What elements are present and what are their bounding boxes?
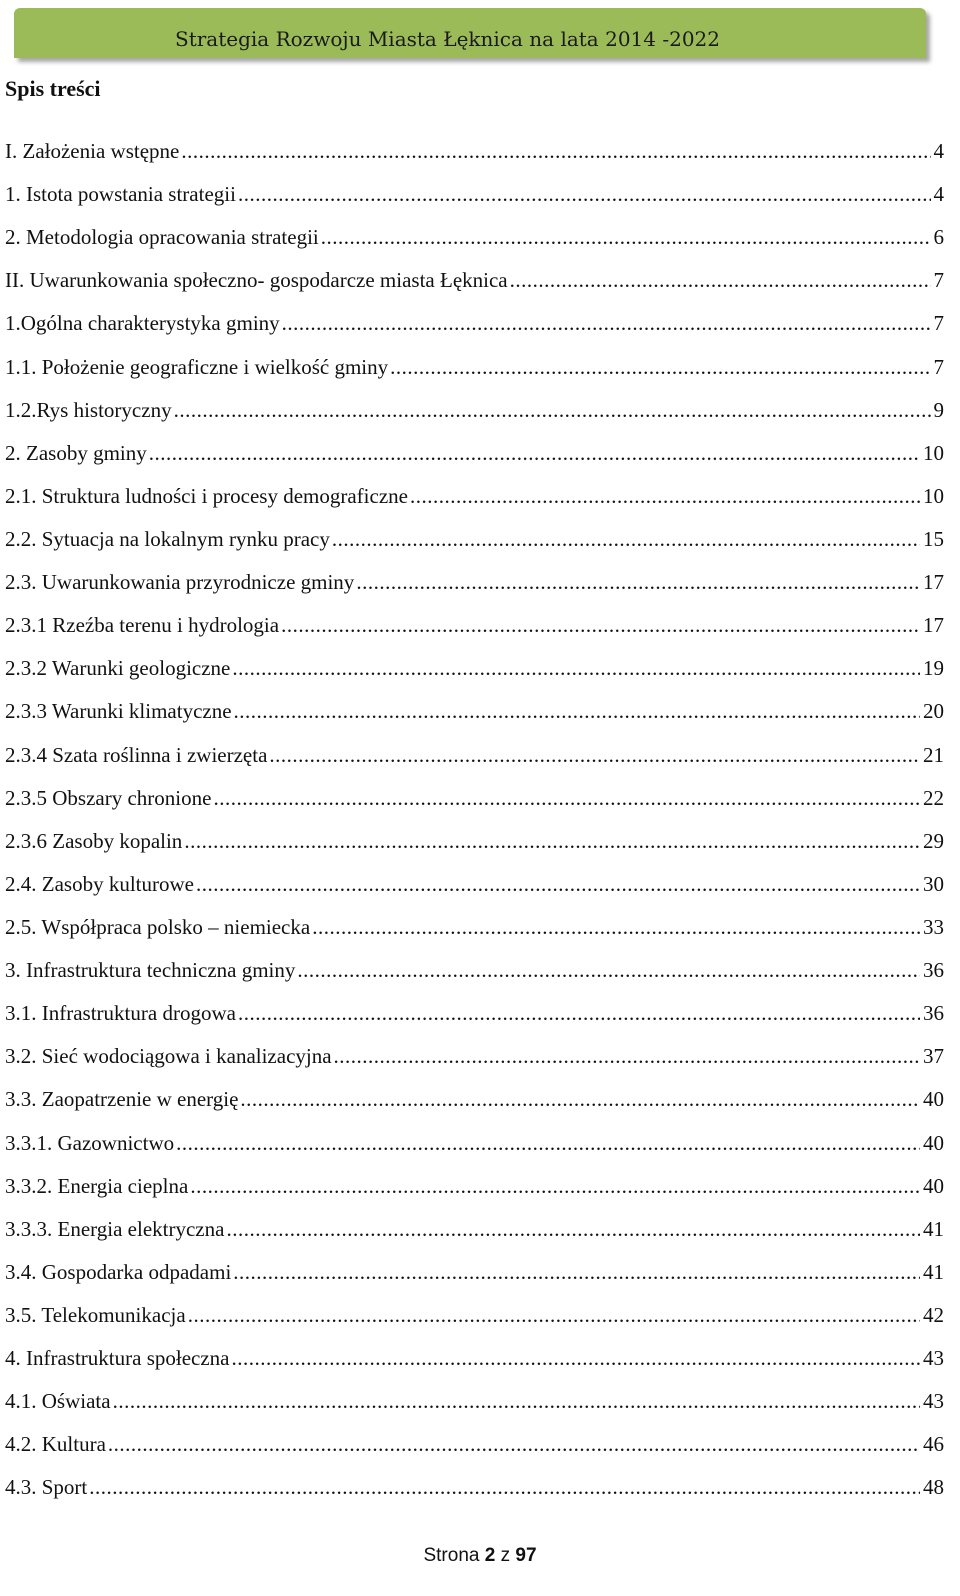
toc-entry-page: 42 — [923, 1302, 944, 1327]
toc-entry-label: 2.3.5 Obszary chronione — [5, 785, 212, 810]
toc-entry-label: 3.3.3. Energia elektryczna — [5, 1216, 225, 1241]
toc-dot-leader — [196, 872, 920, 897]
toc-entry-label: 3. Infrastruktura techniczna gminy — [5, 958, 296, 983]
toc-entry-page: 9 — [933, 397, 944, 422]
toc-entry-page: 6 — [933, 225, 944, 250]
toc-dot-leader — [108, 1432, 920, 1457]
toc-dot-leader — [297, 958, 920, 983]
toc-entry-label: 3.4. Gospodarka odpadami — [5, 1259, 232, 1284]
toc-entry[interactable] — [5, 1389, 944, 1432]
toc-dot-leader — [269, 743, 920, 768]
toc-entry[interactable] — [5, 311, 944, 354]
toc-entry-page: 22 — [923, 785, 944, 810]
toc-entry[interactable] — [5, 355, 944, 398]
toc-entry[interactable] — [5, 699, 944, 742]
toc-dot-leader — [390, 355, 930, 380]
toc-dot-leader — [334, 1044, 920, 1069]
toc-entry-page: 40 — [923, 1173, 944, 1198]
toc-entry[interactable] — [5, 1131, 944, 1174]
toc-entry-label: 2.4. Zasoby kulturowe — [5, 871, 194, 896]
toc-entry-page: 36 — [923, 958, 944, 983]
toc-dot-leader — [240, 1087, 920, 1112]
toc-entry-label: 2.3.3 Warunki klimatyczne — [5, 699, 232, 724]
toc-entry-label: 4.3. Sport — [5, 1475, 88, 1500]
toc-entry[interactable] — [5, 743, 944, 786]
toc-entry[interactable] — [5, 1174, 944, 1217]
toc-entry-page: 43 — [923, 1389, 944, 1414]
toc-entry[interactable] — [5, 829, 944, 872]
toc-entry-label: 4. Infrastruktura społeczna — [5, 1346, 230, 1371]
toc-dot-leader — [282, 311, 931, 336]
toc-entry[interactable] — [5, 527, 944, 570]
toc-entry-page: 4 — [933, 139, 944, 163]
toc-entry-page: 10 — [923, 483, 944, 508]
toc-entry-page: 17 — [923, 613, 944, 638]
toc-entry[interactable] — [5, 1475, 944, 1518]
toc-entry-label: 1. Istota powstania strategii — [5, 182, 236, 207]
toc-entry-page: 19 — [923, 656, 944, 681]
toc-dot-leader — [213, 786, 920, 811]
header-title: Strategia Rozwoju Miasta Łęknica na lata 2014 -2022 — [175, 27, 720, 51]
toc-dot-leader — [312, 915, 920, 940]
toc-entry[interactable] — [5, 1432, 944, 1475]
toc-entry[interactable] — [5, 182, 944, 225]
toc-entry-label: 3.2. Sieć wodociągowa i kanalizacyjna — [5, 1044, 332, 1069]
toc-entry[interactable] — [5, 1303, 944, 1346]
toc-entry[interactable] — [5, 268, 944, 311]
toc-entry[interactable] — [5, 1217, 944, 1260]
toc-entry-page: 40 — [923, 1130, 944, 1155]
toc-list — [5, 139, 944, 1519]
toc-entry-label: 2.3.6 Zasoby kopalin — [5, 828, 183, 853]
toc-entry-label: 3.3.2. Energia cieplna — [5, 1173, 189, 1198]
toc-entry-page: 43 — [923, 1346, 944, 1371]
page-footer — [0, 1545, 960, 1567]
toc-dot-leader — [510, 268, 931, 293]
toc-entry[interactable] — [5, 656, 944, 699]
toc-entry-label: 4.1. Oświata — [5, 1389, 111, 1414]
toc-entry-page: 48 — [923, 1475, 944, 1500]
toc-entry-page: 17 — [923, 570, 944, 595]
toc-entry-label: 3.3. Zaopatrzenie w energię — [5, 1087, 239, 1112]
footer-current-page: 2 — [484, 1545, 496, 1566]
toc-entry-page: 7 — [933, 268, 944, 293]
toc-entry-label: 1.Ogólna charakterystyka gminy — [5, 311, 280, 336]
toc-heading: Spis treści — [5, 76, 101, 101]
toc-entry[interactable] — [5, 139, 944, 182]
toc-entry-label: 3.5. Telekomunikacja — [5, 1302, 186, 1327]
toc-entry-label: II. Uwarunkowania społeczno- gospodarcze miasta Łęknica — [5, 268, 508, 293]
toc-dot-leader — [190, 1174, 920, 1199]
toc-dot-leader — [113, 1389, 920, 1414]
toc-entry-page: 36 — [923, 1001, 944, 1026]
toc-entry-label: 2.1. Struktura ludności i procesy demograficzne — [5, 483, 408, 508]
toc-dot-leader — [184, 829, 920, 854]
toc-entry[interactable] — [5, 225, 944, 268]
toc-entry-label: 1.2.Rys historyczny — [5, 397, 172, 422]
toc-entry[interactable] — [5, 484, 944, 527]
toc-dot-leader — [226, 1217, 920, 1242]
toc-entry[interactable] — [5, 1260, 944, 1303]
toc-dot-leader — [232, 656, 920, 681]
toc-dot-leader — [233, 1260, 920, 1285]
toc-dot-leader — [238, 182, 931, 207]
toc-entry-label: 2.3.1 Rzeźba terenu i hydrologia — [5, 613, 280, 638]
toc-entry[interactable] — [5, 441, 944, 484]
toc-entry-page: 7 — [933, 354, 944, 379]
toc-entry-page: 40 — [923, 1087, 944, 1112]
toc-entry-page: 7 — [933, 311, 944, 336]
toc-entry-page: 4 — [933, 182, 944, 207]
toc-entry-label: 2.5. Współpraca polsko – niemiecka — [5, 914, 311, 939]
footer-prefix: Strona — [423, 1545, 480, 1566]
footer-total-pages: 97 — [515, 1545, 537, 1566]
toc-dot-leader — [410, 484, 920, 509]
toc-entry[interactable] — [5, 872, 944, 915]
toc-entry[interactable] — [5, 1087, 944, 1130]
toc-entry[interactable] — [5, 915, 944, 958]
toc-dot-leader — [232, 1346, 921, 1371]
toc-entry-label: 2.3. Uwarunkowania przyrodnicze gminy — [5, 570, 355, 595]
toc-dot-leader — [89, 1475, 920, 1500]
toc-entry-page: 15 — [923, 526, 944, 551]
toc-entry-page: 10 — [923, 440, 944, 465]
toc-entry-label: 3.1. Infrastruktura drogowa — [5, 1001, 236, 1026]
toc-entry-page: 41 — [923, 1216, 944, 1241]
toc-dot-leader — [238, 1001, 920, 1026]
toc-entry-label: 2.2. Sytuacja na lokalnym rynku pracy — [5, 526, 330, 551]
toc-entry-label: 2. Zasoby gminy — [5, 440, 147, 465]
toc-entry[interactable] — [5, 613, 944, 656]
toc-entry-label: 2.3.2 Warunki geologiczne — [5, 656, 231, 681]
toc-entry[interactable] — [5, 1044, 944, 1087]
toc-entry[interactable] — [5, 786, 944, 829]
toc-dot-leader — [149, 441, 920, 466]
toc-entry-label: 2. Metodologia opracowania strategii — [5, 225, 319, 250]
toc-dot-leader — [281, 613, 920, 638]
header-band — [14, 8, 926, 58]
toc-dot-leader — [188, 1303, 920, 1328]
footer-separator: z — [500, 1545, 511, 1566]
toc-dot-leader — [234, 699, 920, 724]
toc-entry-page: 33 — [923, 914, 944, 939]
toc-entry-page: 30 — [923, 871, 944, 896]
toc-entry-page: 41 — [923, 1259, 944, 1284]
toc-entry[interactable] — [5, 398, 944, 441]
toc-entry-page: 37 — [923, 1044, 944, 1069]
toc-entry-page: 20 — [923, 699, 944, 724]
toc-entry-label: I. Założenia wstępne — [5, 139, 180, 163]
toc-entry-page: 46 — [923, 1432, 944, 1457]
toc-entry-label: 3.3.1. Gazownictwo — [5, 1130, 175, 1155]
toc-dot-leader — [332, 527, 920, 552]
toc-dot-leader — [176, 1131, 920, 1156]
toc-dot-leader — [356, 570, 920, 595]
toc-dot-leader — [321, 225, 931, 250]
toc-entry-label: 1.1. Położenie geograficzne i wielkość gminy — [5, 354, 389, 379]
toc-entry[interactable] — [5, 1001, 944, 1044]
toc-dot-leader — [174, 398, 931, 423]
toc-entry[interactable] — [5, 958, 944, 1001]
toc-entry[interactable] — [5, 1346, 944, 1389]
toc-entry-label: 4.2. Kultura — [5, 1432, 106, 1457]
toc-entry-page: 29 — [923, 828, 944, 853]
toc-entry[interactable] — [5, 570, 944, 613]
toc-entry-label: 2.3.4 Szata roślinna i zwierzęta — [5, 742, 268, 767]
toc-entry-page: 21 — [923, 742, 944, 767]
toc-dot-leader — [181, 139, 930, 164]
